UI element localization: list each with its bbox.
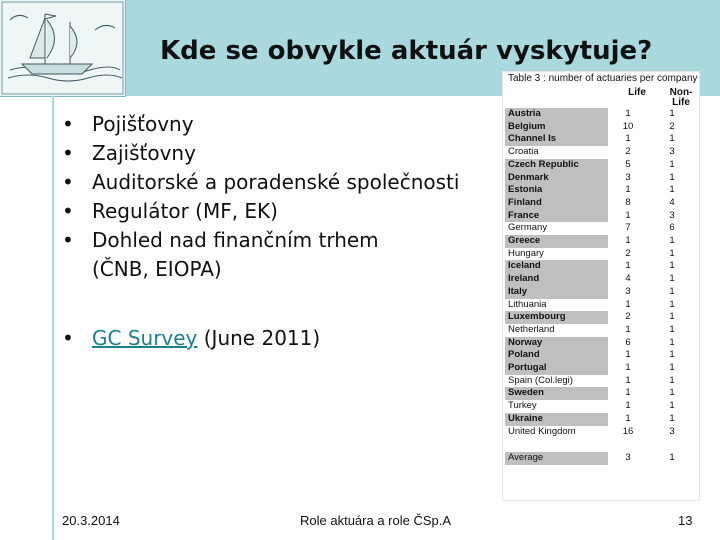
table-row	[505, 172, 697, 185]
table-body	[505, 108, 697, 465]
table-cell-country: Turkey	[508, 400, 537, 412]
table-row	[505, 362, 697, 375]
table-row	[505, 426, 697, 439]
table-row	[505, 413, 697, 426]
table-row	[505, 299, 697, 312]
bullet-marker: •	[62, 141, 74, 165]
table-cell-life: 4	[625, 273, 631, 285]
table-cell-country: United Kingdom	[508, 425, 576, 437]
table-cell-country: Portugal	[505, 362, 608, 375]
table-cell-country: Ukraine	[505, 413, 608, 426]
table-cell-non-life: 1	[669, 171, 675, 183]
table-cell-life: 5	[625, 158, 631, 170]
table-cell-country: Netherland	[508, 323, 555, 335]
table-cell-life: 16	[622, 425, 634, 437]
table-cell-country: Sweden	[505, 387, 608, 400]
table-row	[505, 248, 697, 261]
table-cell-country: Norway	[505, 337, 608, 350]
table-cell-non-life: 1	[669, 273, 675, 285]
table-cell-country: Denmark	[505, 172, 608, 185]
bullet-marker: •	[62, 112, 74, 136]
table-cell-non-life: 1	[669, 452, 675, 464]
table-cell-non-life: 1	[669, 323, 675, 335]
bullet-text: Pojišťovny	[92, 112, 194, 136]
table-cell-country: Poland	[505, 349, 608, 362]
table-row	[505, 452, 697, 465]
bullet-marker: •	[62, 326, 74, 350]
table-cell-country: Greece	[505, 235, 608, 248]
table-cell-life: 1	[625, 362, 631, 374]
table-cell-country: Czech Republic	[505, 159, 608, 172]
table-cell-country: Belgium	[505, 121, 608, 134]
table-cell-life: 1	[625, 133, 631, 145]
table-cell-non-life: 6	[669, 222, 675, 234]
table-cell-life: 1	[625, 323, 631, 335]
table-cell-life: 2	[625, 146, 631, 158]
table-cell-life: 1	[625, 184, 631, 196]
table-row	[505, 349, 697, 362]
table-caption: Table 3 : number of actuaries per company	[508, 73, 698, 84]
table-cell-non-life: 3	[669, 209, 675, 221]
table-row	[505, 400, 697, 413]
table-row	[505, 146, 697, 159]
table-cell-country: Estonia	[505, 184, 608, 197]
table-cell-country: Ireland	[505, 273, 608, 286]
table-row	[505, 197, 697, 210]
slide-title: Kde se obvykle aktuár vyskytuje?	[160, 36, 653, 66]
bullet-item	[62, 226, 502, 284]
table-cell-country: Germany	[508, 222, 548, 234]
table-cell-country: Channel Is	[505, 133, 608, 146]
bullet-item	[62, 168, 502, 197]
table-cell-non-life: 1	[669, 158, 675, 170]
table-cell-non-life: 1	[669, 260, 675, 272]
table-cell-non-life: 1	[669, 311, 675, 323]
table-cell-non-life: 1	[669, 298, 675, 310]
gc-survey-link[interactable]: GC Survey	[92, 326, 198, 350]
table-cell-life: 1	[625, 374, 631, 386]
table-row	[505, 260, 697, 273]
column-header-non-life: Non-Life	[669, 87, 693, 108]
table-cell-life: 1	[625, 209, 631, 221]
table-cell-life: 1	[625, 298, 631, 310]
table-row	[505, 133, 697, 146]
table-cell-country: Hungary	[508, 247, 544, 259]
table-cell-country: Italy	[505, 286, 608, 299]
sailing-ship-engraving-icon	[0, 0, 126, 97]
bullet-text: Regulátor (MF, EK)	[92, 199, 278, 223]
page-number: 13	[678, 513, 693, 528]
table-row	[505, 311, 697, 324]
table-row	[505, 108, 697, 121]
table-cell-non-life: 1	[669, 336, 675, 348]
table-cell-non-life: 1	[669, 108, 675, 119]
bullet-marker: •	[62, 170, 74, 194]
table-cell-non-life: 3	[669, 425, 675, 437]
bullet-marker: •	[62, 228, 74, 252]
bullet-text: Dohled nad finančním trhem	[92, 228, 379, 252]
table-row	[505, 337, 697, 350]
bullet-item	[62, 197, 502, 226]
table-cell-non-life: 3	[669, 146, 675, 158]
table-row	[505, 375, 697, 388]
table-cell-life: 10	[622, 120, 634, 132]
table-cell-non-life: 1	[669, 285, 675, 297]
bullet-item	[62, 139, 502, 168]
table-cell-life: 7	[625, 222, 631, 234]
table-row	[505, 210, 697, 223]
table-cell-life: 1	[625, 412, 631, 424]
table-cell-life: 2	[625, 311, 631, 323]
table-row	[505, 387, 697, 400]
table-cell-non-life: 1	[669, 235, 675, 247]
bullet-list	[62, 110, 502, 353]
table-cell-non-life: 1	[669, 184, 675, 196]
table-cell-non-life: 1	[669, 349, 675, 361]
table-cell-country: Average	[505, 452, 608, 465]
footer-title: Role aktuára a role ČSp.A	[300, 513, 452, 528]
bullet-item	[62, 110, 502, 139]
column-header-life: Life	[628, 87, 646, 98]
table-cell-non-life: 1	[669, 412, 675, 424]
table-cell-life: 6	[625, 336, 631, 348]
table-cell-country: Lithuania	[508, 298, 547, 310]
table-cell-life: 1	[625, 349, 631, 361]
bullet-text: Zajišťovny	[92, 141, 196, 165]
table-cell-country: Finland	[505, 197, 608, 210]
table-cell-life: 2	[625, 247, 631, 259]
table-cell-life: 1	[625, 108, 631, 119]
bullet-text: Auditorské a poradenské společnosti	[92, 170, 460, 194]
table-row	[505, 286, 697, 299]
table-cell-country: Austria	[505, 108, 608, 121]
bullet-item-gc-survey	[62, 324, 502, 353]
table-row	[505, 324, 697, 337]
bullet-text-continuation: (ČNB, EIOPA)	[92, 257, 222, 281]
table-cell-non-life: 4	[669, 196, 675, 208]
actuaries-table-image	[503, 72, 699, 500]
table-cell-life: 3	[625, 171, 631, 183]
table-cell-country: Luxembourg	[505, 311, 608, 324]
table-row	[505, 121, 697, 134]
table-cell-non-life: 2	[669, 120, 675, 132]
table-row	[505, 222, 697, 235]
table-cell-life: 1	[625, 235, 631, 247]
table-row	[505, 159, 697, 172]
bullet-marker: •	[62, 199, 74, 223]
table-cell-non-life: 1	[669, 400, 675, 412]
table-cell-non-life: 1	[669, 133, 675, 145]
table-cell-non-life: 1	[669, 374, 675, 386]
table-cell-country: Spain (Col.legi)	[508, 374, 573, 386]
table-cell-non-life: 1	[669, 247, 675, 259]
table-cell-life: 8	[625, 196, 631, 208]
table-cell-non-life: 1	[669, 362, 675, 374]
table-cell-life: 3	[625, 285, 631, 297]
footer-date: 20.3.2014	[62, 513, 120, 528]
table-cell-country: France	[505, 210, 608, 223]
table-row	[505, 235, 697, 248]
table-cell-life: 1	[625, 387, 631, 399]
table-cell-life: 1	[625, 260, 631, 272]
table-row	[505, 273, 697, 286]
left-accent-rule	[52, 96, 54, 540]
table-cell-country: Iceland	[505, 260, 608, 273]
table-cell-non-life: 1	[669, 387, 675, 399]
table-cell-life: 3	[625, 452, 631, 464]
table-cell-country: Croatia	[508, 146, 539, 158]
table-row	[505, 184, 697, 197]
table-cell-life: 1	[625, 400, 631, 412]
gc-survey-date: (June 2011)	[197, 326, 321, 350]
